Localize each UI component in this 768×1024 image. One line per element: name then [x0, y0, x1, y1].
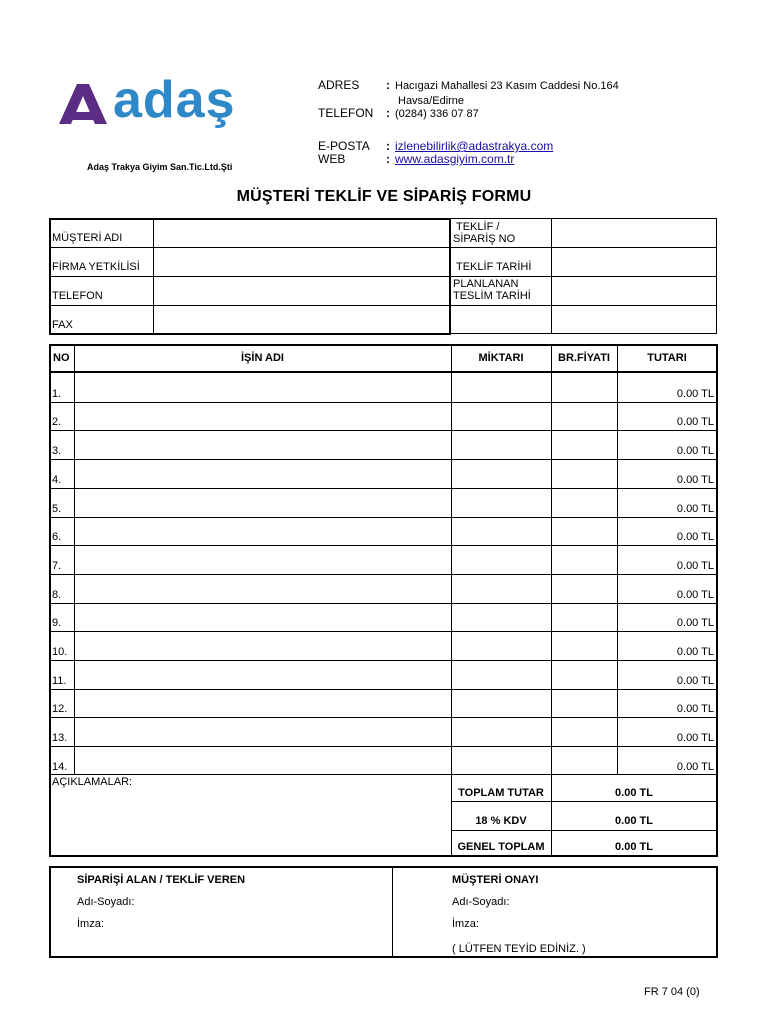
company-rep-field[interactable]: [155, 249, 448, 275]
table-row: [50, 717, 717, 746]
email-label: E-POSTA: [318, 139, 370, 153]
row-number: 2.: [52, 416, 62, 428]
table-row: [50, 746, 717, 775]
row-price-cell[interactable]: [552, 661, 617, 688]
table-row: [50, 430, 717, 459]
col-header-no: NO: [53, 352, 70, 364]
table-row: [50, 545, 717, 574]
notes-field[interactable]: [52, 790, 448, 852]
fax-label: FAX: [52, 319, 73, 331]
order-no-field[interactable]: [553, 220, 715, 246]
table-row: [50, 402, 717, 430]
phone-label: TELEFON: [318, 106, 374, 120]
row-qty-cell[interactable]: [452, 374, 551, 401]
row-qty-cell[interactable]: [452, 489, 551, 516]
row-name-cell[interactable]: [76, 460, 451, 487]
row-qty-cell[interactable]: [452, 518, 551, 544]
row-price-cell[interactable]: [552, 575, 617, 602]
table-row: [50, 488, 717, 517]
row-price-cell[interactable]: [552, 374, 617, 401]
col-header-price: BR.FİYATI: [558, 352, 610, 364]
col-header-name: İŞİN ADI: [241, 352, 284, 364]
row-number: 11.: [52, 675, 67, 687]
table-row: [50, 517, 717, 545]
row-price-cell[interactable]: [552, 747, 617, 774]
row-price-cell[interactable]: [552, 460, 617, 487]
customer-name-label: MÜŞTERİ ADI: [52, 232, 123, 244]
address-colon: :: [386, 78, 390, 92]
delivery-date-field[interactable]: [553, 278, 715, 304]
row-name-cell[interactable]: [76, 604, 451, 630]
row-total: 0.00 TL: [676, 675, 714, 687]
row-number: 6.: [52, 531, 62, 543]
row-total: 0.00 TL: [676, 646, 714, 658]
web-colon: :: [386, 152, 390, 166]
row-qty-cell[interactable]: [452, 403, 551, 429]
row-qty-cell[interactable]: [452, 604, 551, 630]
col-header-qty: MİKTARI: [478, 352, 524, 364]
address-line1: Hacıgazi Mahallesi 23 Kasım Caddesi No.164: [395, 80, 619, 92]
table-row: [50, 689, 717, 717]
row-name-cell[interactable]: [76, 489, 451, 516]
table-row: [50, 574, 717, 603]
row-number: 10.: [52, 646, 68, 658]
row-number: 1.: [52, 388, 62, 400]
row-name-cell[interactable]: [76, 718, 451, 745]
row-price-cell[interactable]: [552, 718, 617, 745]
row-price-cell[interactable]: [552, 518, 617, 544]
row-total: 0.00 TL: [676, 474, 714, 486]
row-qty-cell[interactable]: [452, 575, 551, 602]
customer-phone-field[interactable]: [155, 278, 448, 304]
grand-total-label: GENEL TOPLAM: [457, 841, 545, 853]
table-row: [50, 631, 717, 660]
row-price-cell[interactable]: [552, 690, 617, 716]
sig-left-title: SİPARİŞİ ALAN / TEKLİF VEREN: [77, 874, 246, 886]
row-total: 0.00 TL: [676, 761, 714, 773]
row-price-cell[interactable]: [552, 431, 617, 458]
sig-right-note: ( LÜTFEN TEYİD EDİNİZ. ): [452, 943, 586, 955]
vat-label: 18 % KDV: [475, 815, 527, 827]
row-number: 9.: [52, 617, 62, 629]
row-total: 0.00 TL: [676, 732, 714, 744]
row-number: 3.: [52, 445, 62, 457]
row-name-cell[interactable]: [76, 632, 451, 659]
email-link[interactable]: izlenebilirlik@adastrakya.com: [395, 139, 554, 153]
row-name-cell[interactable]: [76, 518, 451, 544]
logo-wordmark: adaş: [113, 71, 236, 129]
table-row: [50, 373, 717, 402]
row-price-cell[interactable]: [552, 604, 617, 630]
row-number: 13.: [52, 732, 68, 744]
row-name-cell[interactable]: [76, 661, 451, 688]
vat-value: 0.00 TL: [615, 815, 653, 827]
company-legal-name: Adaş Trakya Giyim San.Tic.Ltd.Şti: [87, 162, 233, 172]
row-total: 0.00 TL: [676, 560, 714, 572]
form-code: FR 7 04 (0): [644, 986, 700, 998]
customer-phone-label: TELEFON: [52, 290, 103, 302]
row-number: 4.: [52, 474, 62, 486]
row-total: 0.00 TL: [676, 617, 714, 629]
row-total: 0.00 TL: [676, 589, 714, 601]
offer-date-field[interactable]: [553, 249, 715, 275]
sig-right-sign: İmza:: [452, 918, 479, 930]
subtotal-label: TOPLAM TUTAR: [458, 787, 544, 799]
notes-label: AÇIKLAMALAR:: [52, 776, 133, 788]
row-price-cell[interactable]: [552, 632, 617, 659]
order-no-label-2: SİPARİŞ NO: [453, 233, 516, 245]
row-number: 8.: [52, 589, 62, 601]
company-logo: [55, 71, 265, 129]
web-label: WEB: [318, 152, 346, 166]
row-name-cell[interactable]: [76, 747, 451, 774]
company-rep-label: FİRMA YETKİLİSİ: [52, 261, 140, 273]
table-row: [50, 603, 717, 631]
address-line2: Havsa/Edirne: [398, 95, 465, 107]
row-total: 0.00 TL: [676, 388, 714, 400]
row-price-cell[interactable]: [552, 403, 617, 429]
row-total: 0.00 TL: [676, 503, 714, 515]
row-number: 7.: [52, 560, 62, 572]
row-number: 12.: [52, 703, 68, 715]
row-name-cell[interactable]: [76, 431, 451, 458]
sig-left-name: Adı-Soyadı:: [77, 896, 135, 908]
delivery-date-label-2: TESLİM TARİHİ: [453, 290, 531, 302]
row-qty-cell[interactable]: [452, 747, 551, 774]
row-qty-cell[interactable]: [452, 690, 551, 716]
row-qty-cell[interactable]: [452, 661, 551, 688]
sig-right-name: Adı-Soyadı:: [452, 896, 510, 908]
row-total: 0.00 TL: [676, 445, 714, 457]
address-label: ADRES: [318, 78, 360, 92]
row-number: 5.: [52, 503, 62, 515]
phone-value: (0284) 336 07 87: [395, 108, 479, 120]
row-number: 14.: [52, 761, 68, 773]
email-colon: :: [386, 139, 390, 153]
row-qty-cell[interactable]: [452, 718, 551, 745]
row-total: 0.00 TL: [676, 531, 714, 543]
row-total: 0.00 TL: [676, 416, 714, 428]
order-no-label-1: TEKLİF /: [456, 221, 500, 233]
delivery-date-label-1: PLANLANAN: [453, 278, 519, 290]
table-row: [50, 660, 717, 689]
row-price-cell[interactable]: [552, 546, 617, 573]
grand-total-value: 0.00 TL: [615, 841, 653, 853]
subtotal-value: 0.00 TL: [615, 787, 653, 799]
row-qty-cell[interactable]: [452, 546, 551, 573]
phone-colon: :: [386, 106, 390, 120]
sig-right-title: MÜŞTERİ ONAYI: [452, 874, 539, 886]
row-name-cell[interactable]: [76, 690, 451, 716]
row-total: 0.00 TL: [676, 703, 714, 715]
row-name-cell[interactable]: [76, 374, 451, 401]
form-title: MÜŞTERİ TEKLİF VE SİPARİŞ FORMU: [236, 188, 532, 205]
row-price-cell[interactable]: [552, 489, 617, 516]
col-header-total: TUTARI: [647, 352, 687, 364]
row-qty-cell[interactable]: [452, 431, 551, 458]
row-name-cell[interactable]: [76, 575, 451, 602]
row-name-cell[interactable]: [76, 546, 451, 573]
offer-date-label: TEKLİF TARİHİ: [456, 261, 532, 273]
row-qty-cell[interactable]: [452, 632, 551, 659]
row-name-cell[interactable]: [76, 403, 451, 429]
row-qty-cell[interactable]: [452, 460, 551, 487]
customer-name-field[interactable]: [155, 220, 448, 246]
sig-left-sign: İmza:: [77, 918, 104, 930]
table-row: [50, 459, 717, 488]
web-link[interactable]: www.adasgiyim.com.tr: [395, 152, 515, 166]
fax-field[interactable]: [155, 307, 448, 332]
